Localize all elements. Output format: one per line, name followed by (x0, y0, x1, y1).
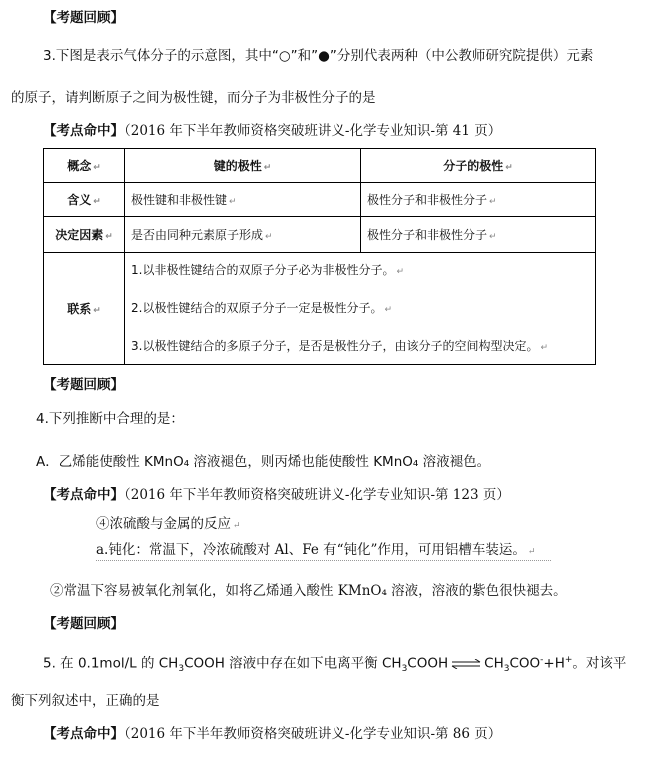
relation-item: 1.以非极性键结合的双原子分子必为非极性分子。 ↵ (131, 262, 404, 277)
relation-cell (125, 253, 596, 365)
section-heading-point: 【考点命中】 (43, 487, 124, 503)
q4-option-a: A．乙烯能使酸性 KMnO₄ 溶液褪色，则丙烯也能使酸性 KMnO₄ 溶液褪色。 (36, 454, 491, 470)
equilibrium-arrow-icon (451, 659, 481, 669)
table-cell: 是否由同种元素原子形成 ↵ (125, 217, 361, 253)
divider (96, 560, 551, 561)
row-label: 联系 ↵ (44, 253, 125, 365)
table-row (44, 217, 596, 253)
table-cell: 极性分子和非极性分子 ↵ (361, 183, 596, 217)
q3-source (43, 122, 501, 140)
section-heading-review: 【考题回顾】 (43, 377, 124, 393)
row-label: 决定因素 ↵ (44, 217, 125, 253)
table-header-cell: 概念 ↵ (44, 149, 125, 183)
q3-source-text: （2016 年下半年教师资格突破班讲义-化学专业知识-第 41 页） (124, 123, 502, 139)
polarity-table (43, 148, 596, 365)
section-heading-point: 【考点命中】 (43, 123, 124, 139)
table-row (44, 183, 596, 217)
q4-source-text: （2016 年下半年教师资格突破班讲义-化学专业知识-第 123 页） (124, 487, 510, 503)
q5-source-text: （2016 年下半年教师资格突破班讲义-化学专业知识-第 86 页） (124, 726, 502, 742)
table-header-cell: 分子的极性 ↵ (361, 149, 596, 183)
q5-text-line2: 衡下列叙述中，正确的是 (11, 693, 160, 709)
relation-item: 3.以极性键结合的多原子分子，是否是极性分子，由该分子的空间构型决定。 ↵ (131, 338, 548, 353)
q4-sub-title: ④浓硫酸与金属的反应 ↵ (96, 516, 241, 532)
table-row (44, 253, 596, 365)
table-cell: 极性键和非极性键 ↵ (125, 183, 361, 217)
q3-text-line1: 3.下图是表示气体分子的示意图，其中“○”和”●”分别代表两种（中公教师研究院提供）元素 (43, 48, 594, 64)
q4-sub-a: a.钝化：常温下，冷浓硫酸对 Al、Fe 有“钝化”作用，可用铝槽车装运。 ↵ (96, 542, 536, 558)
q3-text-line2: 的原子，请判断原子之间为极性键，而分子为非极性分子的是 (11, 90, 376, 106)
table-header-row (44, 149, 596, 183)
q5-text-line1: 5. 在 0.1mol/L 的 $CH_3COOH$ 溶液中存在如下电离平衡 $CH_3COOH$ $CH_3COO^-+H^+$。对该平 (43, 655, 627, 675)
section-heading-review: 【考题回顾】 (43, 10, 124, 26)
q4-note: ②常温下容易被氧化剂氧化，如将乙烯通入酸性 KMnO₄ 溶液，溶液的紫色很快褪去。 (50, 583, 567, 599)
table-cell: 极性分子和非极性分子 ↵ (361, 217, 596, 253)
section-heading-review: 【考题回顾】 (43, 616, 124, 632)
q4-question: 4.下列推断中合理的是： (36, 411, 184, 427)
table-header-cell: 键的极性 ↵ (125, 149, 361, 183)
q5-source (43, 725, 501, 743)
section-heading-point: 【考点命中】 (43, 726, 124, 742)
relation-item: 2.以极性键结合的双原子分子一定是极性分子。 ↵ (131, 300, 392, 315)
q4-source (43, 486, 510, 504)
row-label: 含义 ↵ (44, 183, 125, 217)
